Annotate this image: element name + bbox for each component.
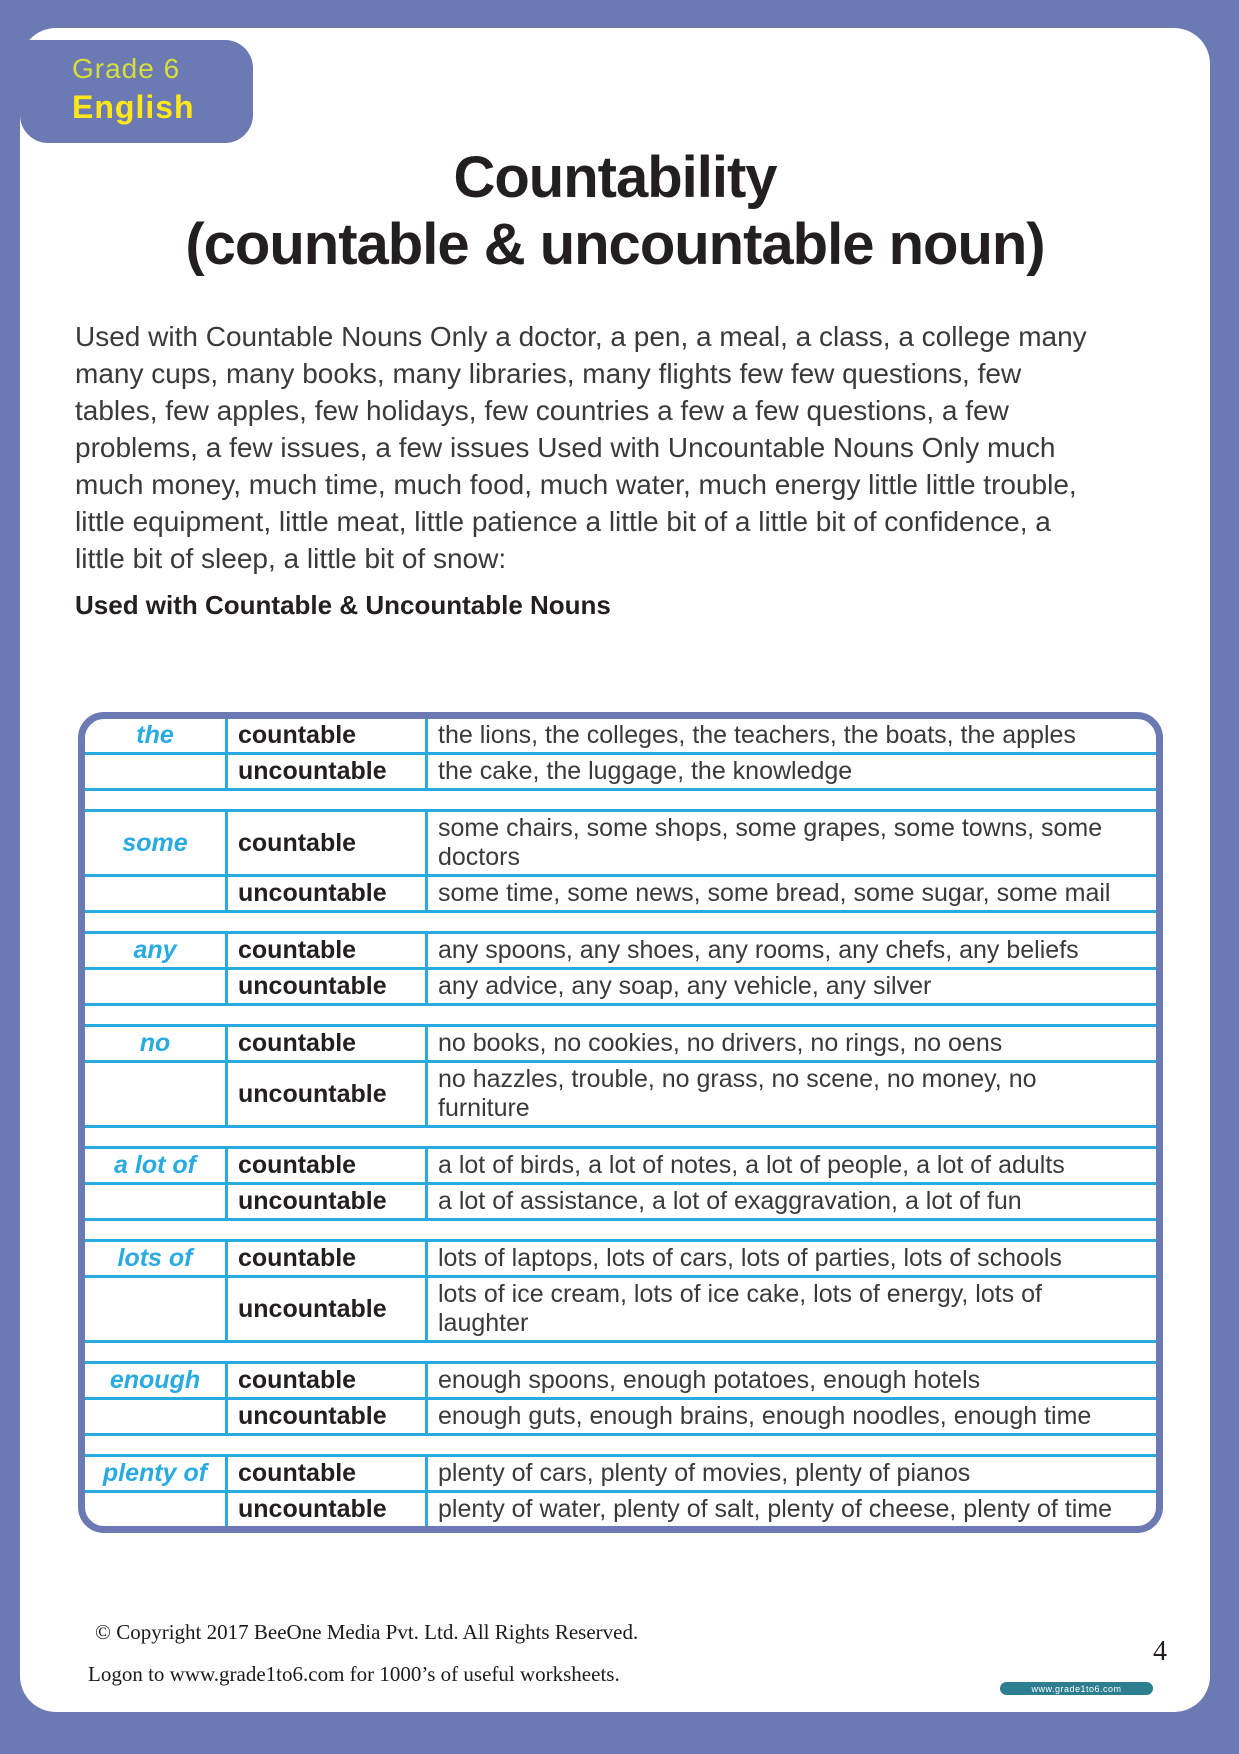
countable-label: countable [225, 812, 425, 877]
determiner: enough [85, 1364, 225, 1400]
empty-cell [85, 970, 225, 1003]
table-group-enough [85, 1361, 1156, 1436]
uncountable-label: uncountable [225, 1185, 425, 1218]
uncountable-label: uncountable [225, 1063, 425, 1125]
uncountable-examples: any advice, any soap, any vehicle, any silver [425, 970, 1156, 1003]
countable-examples: the lions, the colleges, the teachers, the boats, the apples [425, 719, 1156, 755]
determiner: some [85, 812, 225, 877]
page-number: 4 [1153, 1636, 1167, 1667]
countable-label: countable [225, 934, 425, 970]
determiner: a lot of [85, 1149, 225, 1185]
empty-cell [85, 1400, 225, 1433]
table-group-any [85, 931, 1156, 1006]
countability-table [78, 712, 1163, 1533]
countable-examples: a lot of birds, a lot of notes, a lot of people, a lot of adults [425, 1149, 1156, 1185]
group-spacer [85, 1343, 1156, 1361]
countable-examples: any spoons, any shoes, any rooms, any chefs, any beliefs [425, 934, 1156, 970]
countable-label: countable [225, 1027, 425, 1063]
uncountable-examples: no hazzles, trouble, no grass, no scene, no money, no furniture [425, 1063, 1156, 1125]
title-line-2: (countable & uncountable noun) [185, 212, 1045, 277]
countable-examples: no books, no cookies, no drivers, no rings, no oens [425, 1027, 1156, 1063]
group-spacer [85, 913, 1156, 931]
uncountable-label: uncountable [225, 1493, 425, 1526]
subject-label: English [72, 89, 195, 125]
empty-cell [85, 1493, 225, 1526]
uncountable-examples: the cake, the luggage, the knowledge [425, 755, 1156, 788]
table-group-the [85, 719, 1156, 791]
grade-label: Grade 6 [72, 53, 181, 84]
countable-examples: some chairs, some shops, some grapes, some towns, some doctors [425, 812, 1156, 877]
empty-cell [85, 1063, 225, 1125]
determiner: no [85, 1027, 225, 1063]
group-spacer [85, 791, 1156, 809]
worksheet-page [20, 28, 1210, 1712]
group-spacer [85, 1128, 1156, 1146]
countable-examples: lots of laptops, lots of cars, lots of parties, lots of schools [425, 1242, 1156, 1278]
countable-examples: enough spoons, enough potatoes, enough hotels [425, 1364, 1156, 1400]
uncountable-examples: a lot of assistance, a lot of exaggravation, a lot of fun [425, 1185, 1156, 1218]
section-heading: Used with Countable & Uncountable Nouns [75, 590, 611, 620]
group-spacer [85, 1006, 1156, 1024]
determiner: the [85, 719, 225, 755]
table-group-no [85, 1024, 1156, 1128]
empty-cell [85, 1185, 225, 1218]
uncountable-examples: some time, some news, some bread, some sugar, some mail [425, 877, 1156, 910]
grade-badge [20, 40, 253, 143]
determiner: lots of [85, 1242, 225, 1278]
page-title [20, 144, 1210, 278]
intro-paragraph: Used with Countable Nouns Only a doctor, a pen, a meal, a class, a college many many cups, many books, many libraries, many flights few few questions, few tables, few apples, few holidays, few countries a few a few questions, a few problems, a few issues, a few issues Used with Uncountable Nouns Only much much money, much time, much food, much water, much energy little little trouble, little equipment, little meat, little patience a little bit of a little bit of confidence, a little bit of sleep, a little bit of snow: [75, 321, 1087, 574]
group-spacer [85, 1436, 1156, 1454]
table-group-lots-of [85, 1239, 1156, 1343]
empty-cell [85, 877, 225, 910]
uncountable-label: uncountable [225, 1278, 425, 1340]
countable-label: countable [225, 1149, 425, 1185]
uncountable-label: uncountable [225, 877, 425, 910]
copyright-text: © Copyright 2017 BeeOne Media Pvt. Ltd. All Rights Reserved. [95, 1620, 639, 1644]
table-group-some [85, 809, 1156, 913]
determiner: plenty of [85, 1457, 225, 1493]
countable-label: countable [225, 1242, 425, 1278]
empty-cell [85, 755, 225, 788]
countable-label: countable [225, 1364, 425, 1400]
logon-text: Logon to www.grade1to6.com for 1000’s of useful worksheets. [88, 1662, 620, 1686]
countable-label: countable [225, 1457, 425, 1493]
countable-examples: plenty of cars, plenty of movies, plenty of pianos [425, 1457, 1156, 1493]
uncountable-examples: plenty of water, plenty of salt, plenty of cheese, plenty of time [425, 1493, 1156, 1526]
site-url-badge: www.grade1to6.com [1000, 1682, 1153, 1695]
uncountable-label: uncountable [225, 755, 425, 788]
group-spacer [85, 1221, 1156, 1239]
countable-label: countable [225, 719, 425, 755]
uncountable-label: uncountable [225, 970, 425, 1003]
title-line-1: Countability [453, 145, 777, 210]
uncountable-label: uncountable [225, 1400, 425, 1433]
uncountable-examples: enough guts, enough brains, enough noodles, enough time [425, 1400, 1156, 1433]
table-group-a-lot-of [85, 1146, 1156, 1221]
empty-cell [85, 1278, 225, 1340]
uncountable-examples: lots of ice cream, lots of ice cake, lots of energy, lots of laughter [425, 1278, 1156, 1340]
determiner: any [85, 934, 225, 970]
table-group-plenty-of [85, 1454, 1156, 1526]
